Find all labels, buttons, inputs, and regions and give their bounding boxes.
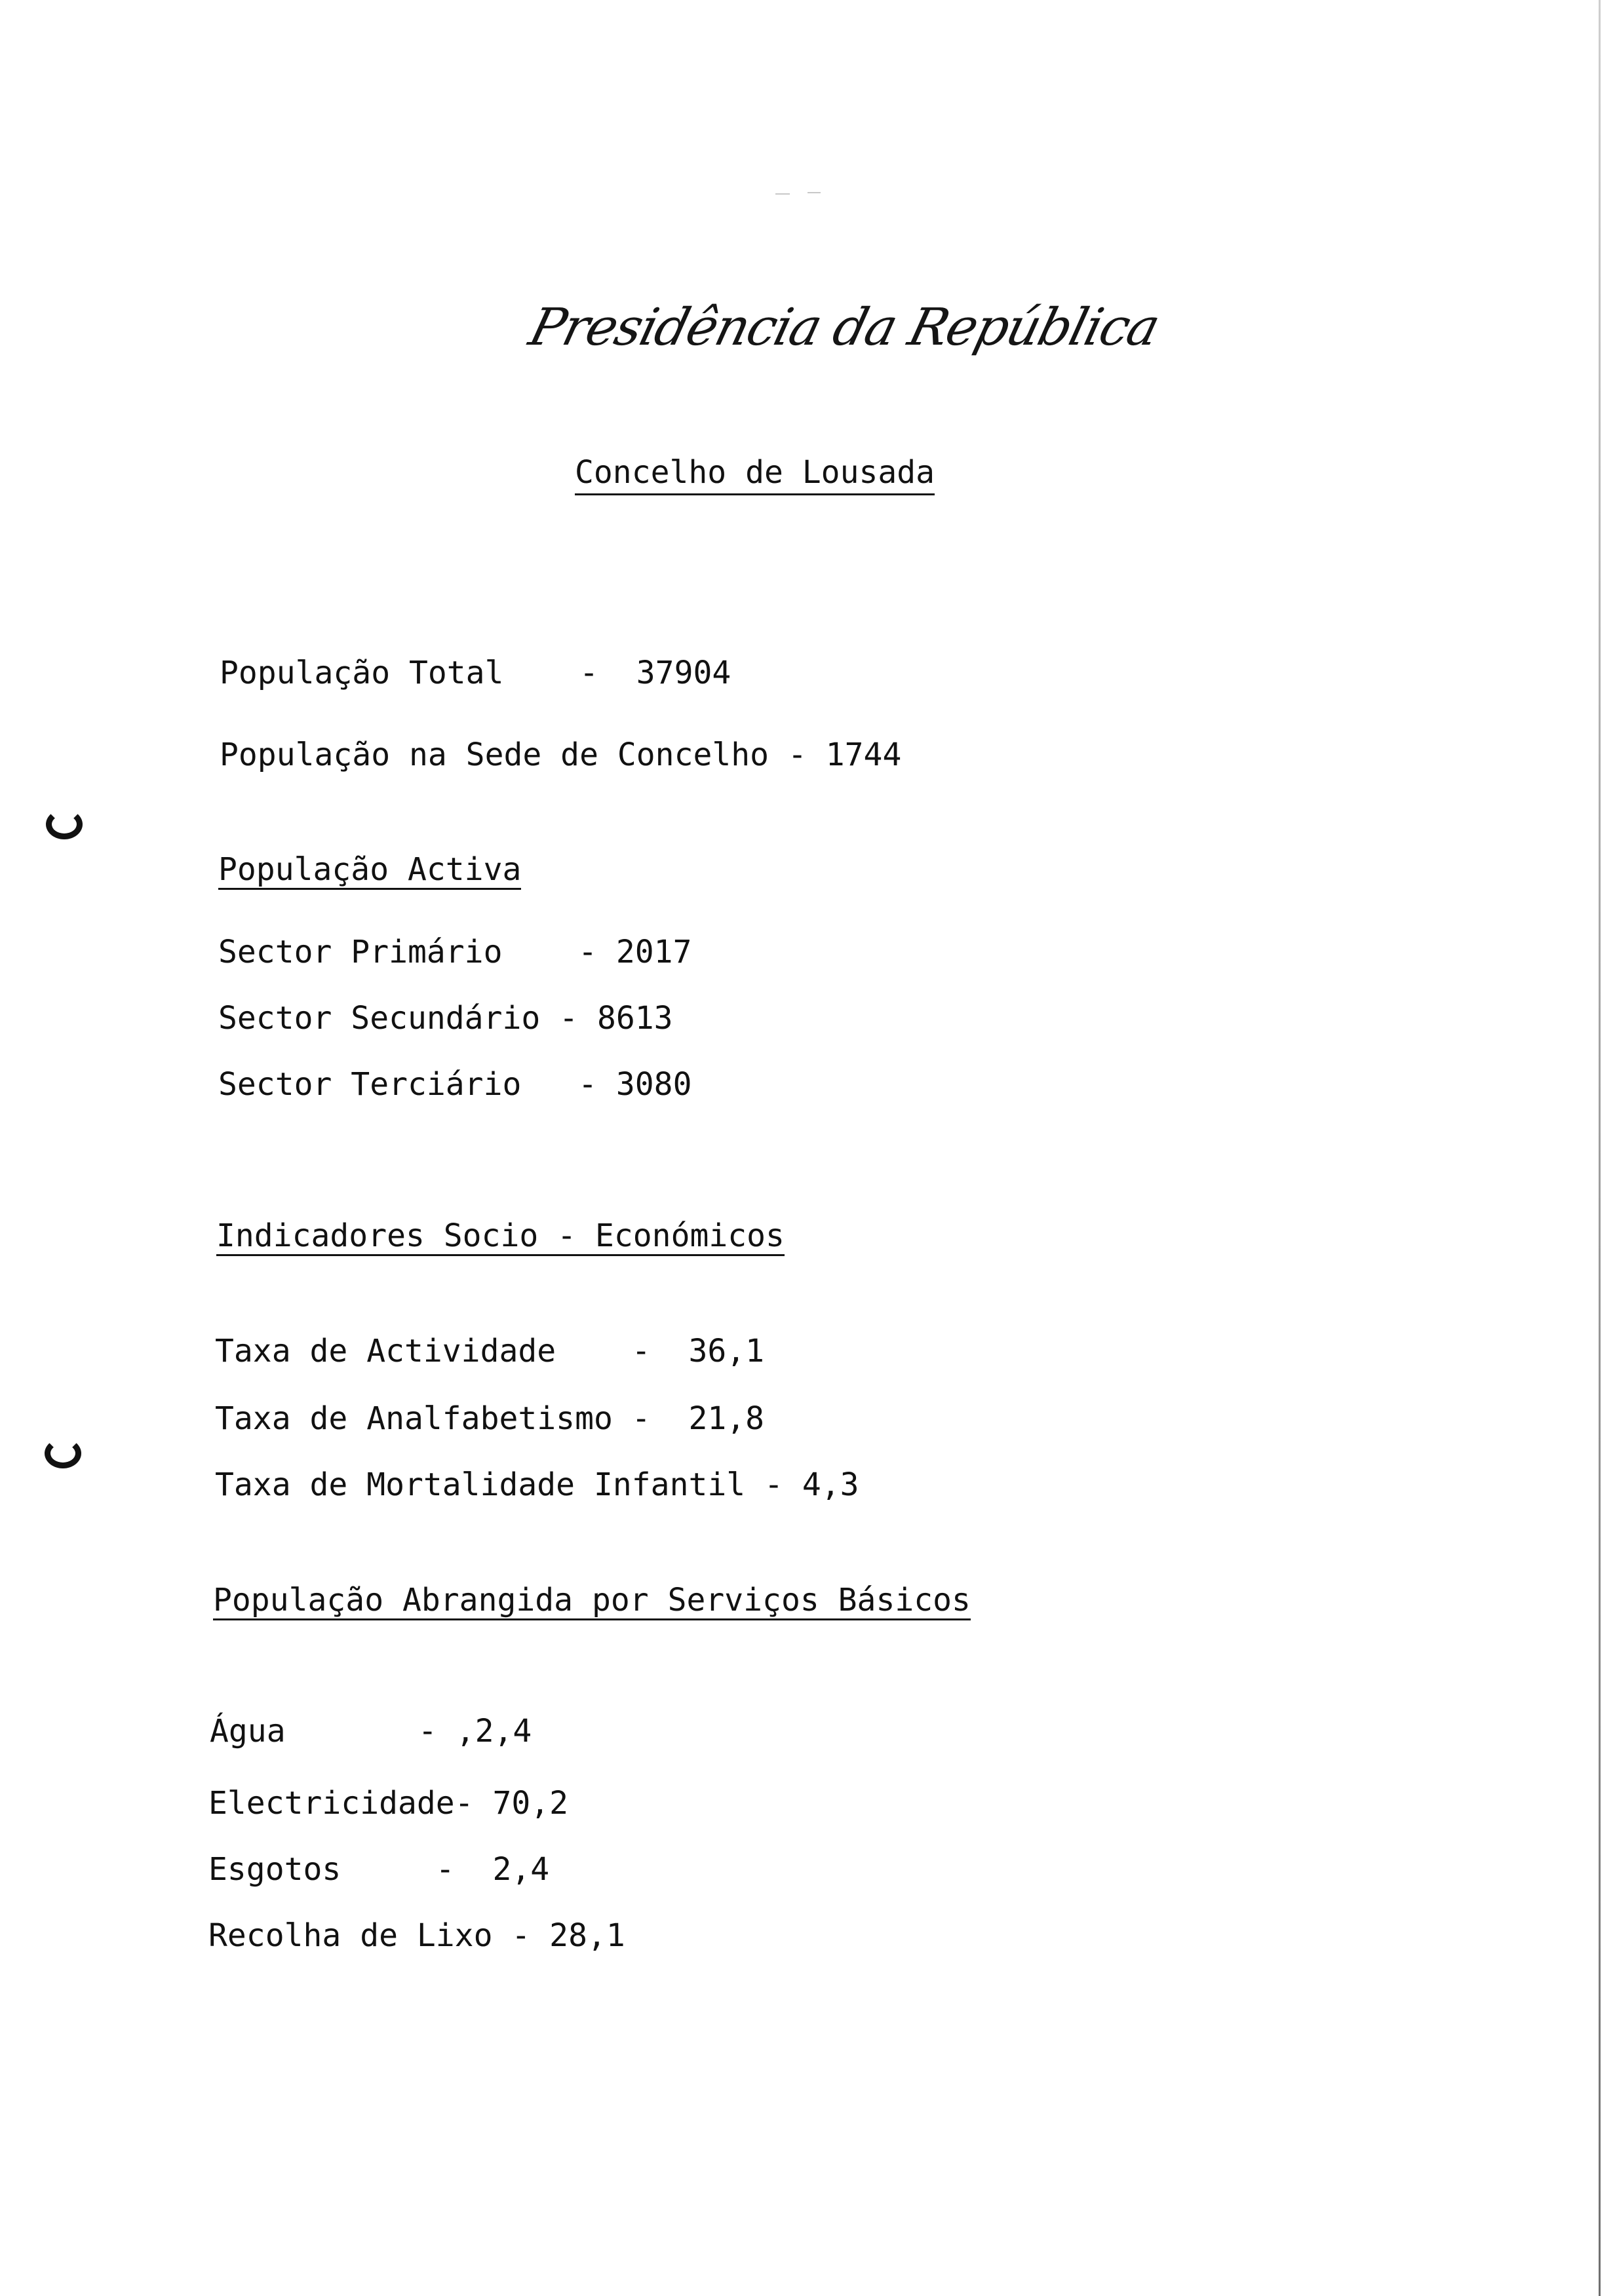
populacao-total: População Total - 37904 [220, 655, 731, 691]
indicadores-heading: Indicadores Socio - Económicos [216, 1220, 785, 1256]
taxa-actividade: Taxa de Actividade - 36,1 [215, 1333, 765, 1369]
servico-lixo: Recolha de Lixo - 28,1 [208, 1917, 625, 1954]
scan-speck [775, 193, 790, 195]
servico-esgotos: Esgotos - 2,4 [208, 1851, 550, 1888]
sector-terciario: Sector Terciário - 3080 [218, 1066, 692, 1103]
sector-secundario: Sector Secundário - 8613 [218, 1000, 673, 1037]
taxa-analfabetismo: Taxa de Analfabetismo - 21,8 [215, 1400, 765, 1437]
servico-agua: Água - ,2,4 [210, 1713, 532, 1750]
punch-hole [46, 809, 83, 839]
populacao-sede: População na Sede de Concelho - 1744 [220, 737, 902, 773]
scan-speck [808, 192, 821, 193]
populacao-activa-heading: População Activa [218, 854, 521, 890]
punch-hole [45, 1438, 81, 1468]
sector-primario: Sector Primário - 2017 [218, 934, 692, 970]
letterhead: Presidência da República [523, 298, 1165, 357]
servicos-heading: População Abrangida por Serviços Básicos [213, 1584, 971, 1620]
page-edge-shadow [1599, 0, 1601, 2296]
servico-electricidade: Electricidade- 70,2 [208, 1785, 569, 1822]
page-title: Concelho de Lousada [575, 454, 935, 495]
taxa-mortalidade: Taxa de Mortalidade Infantil - 4,3 [215, 1466, 859, 1503]
